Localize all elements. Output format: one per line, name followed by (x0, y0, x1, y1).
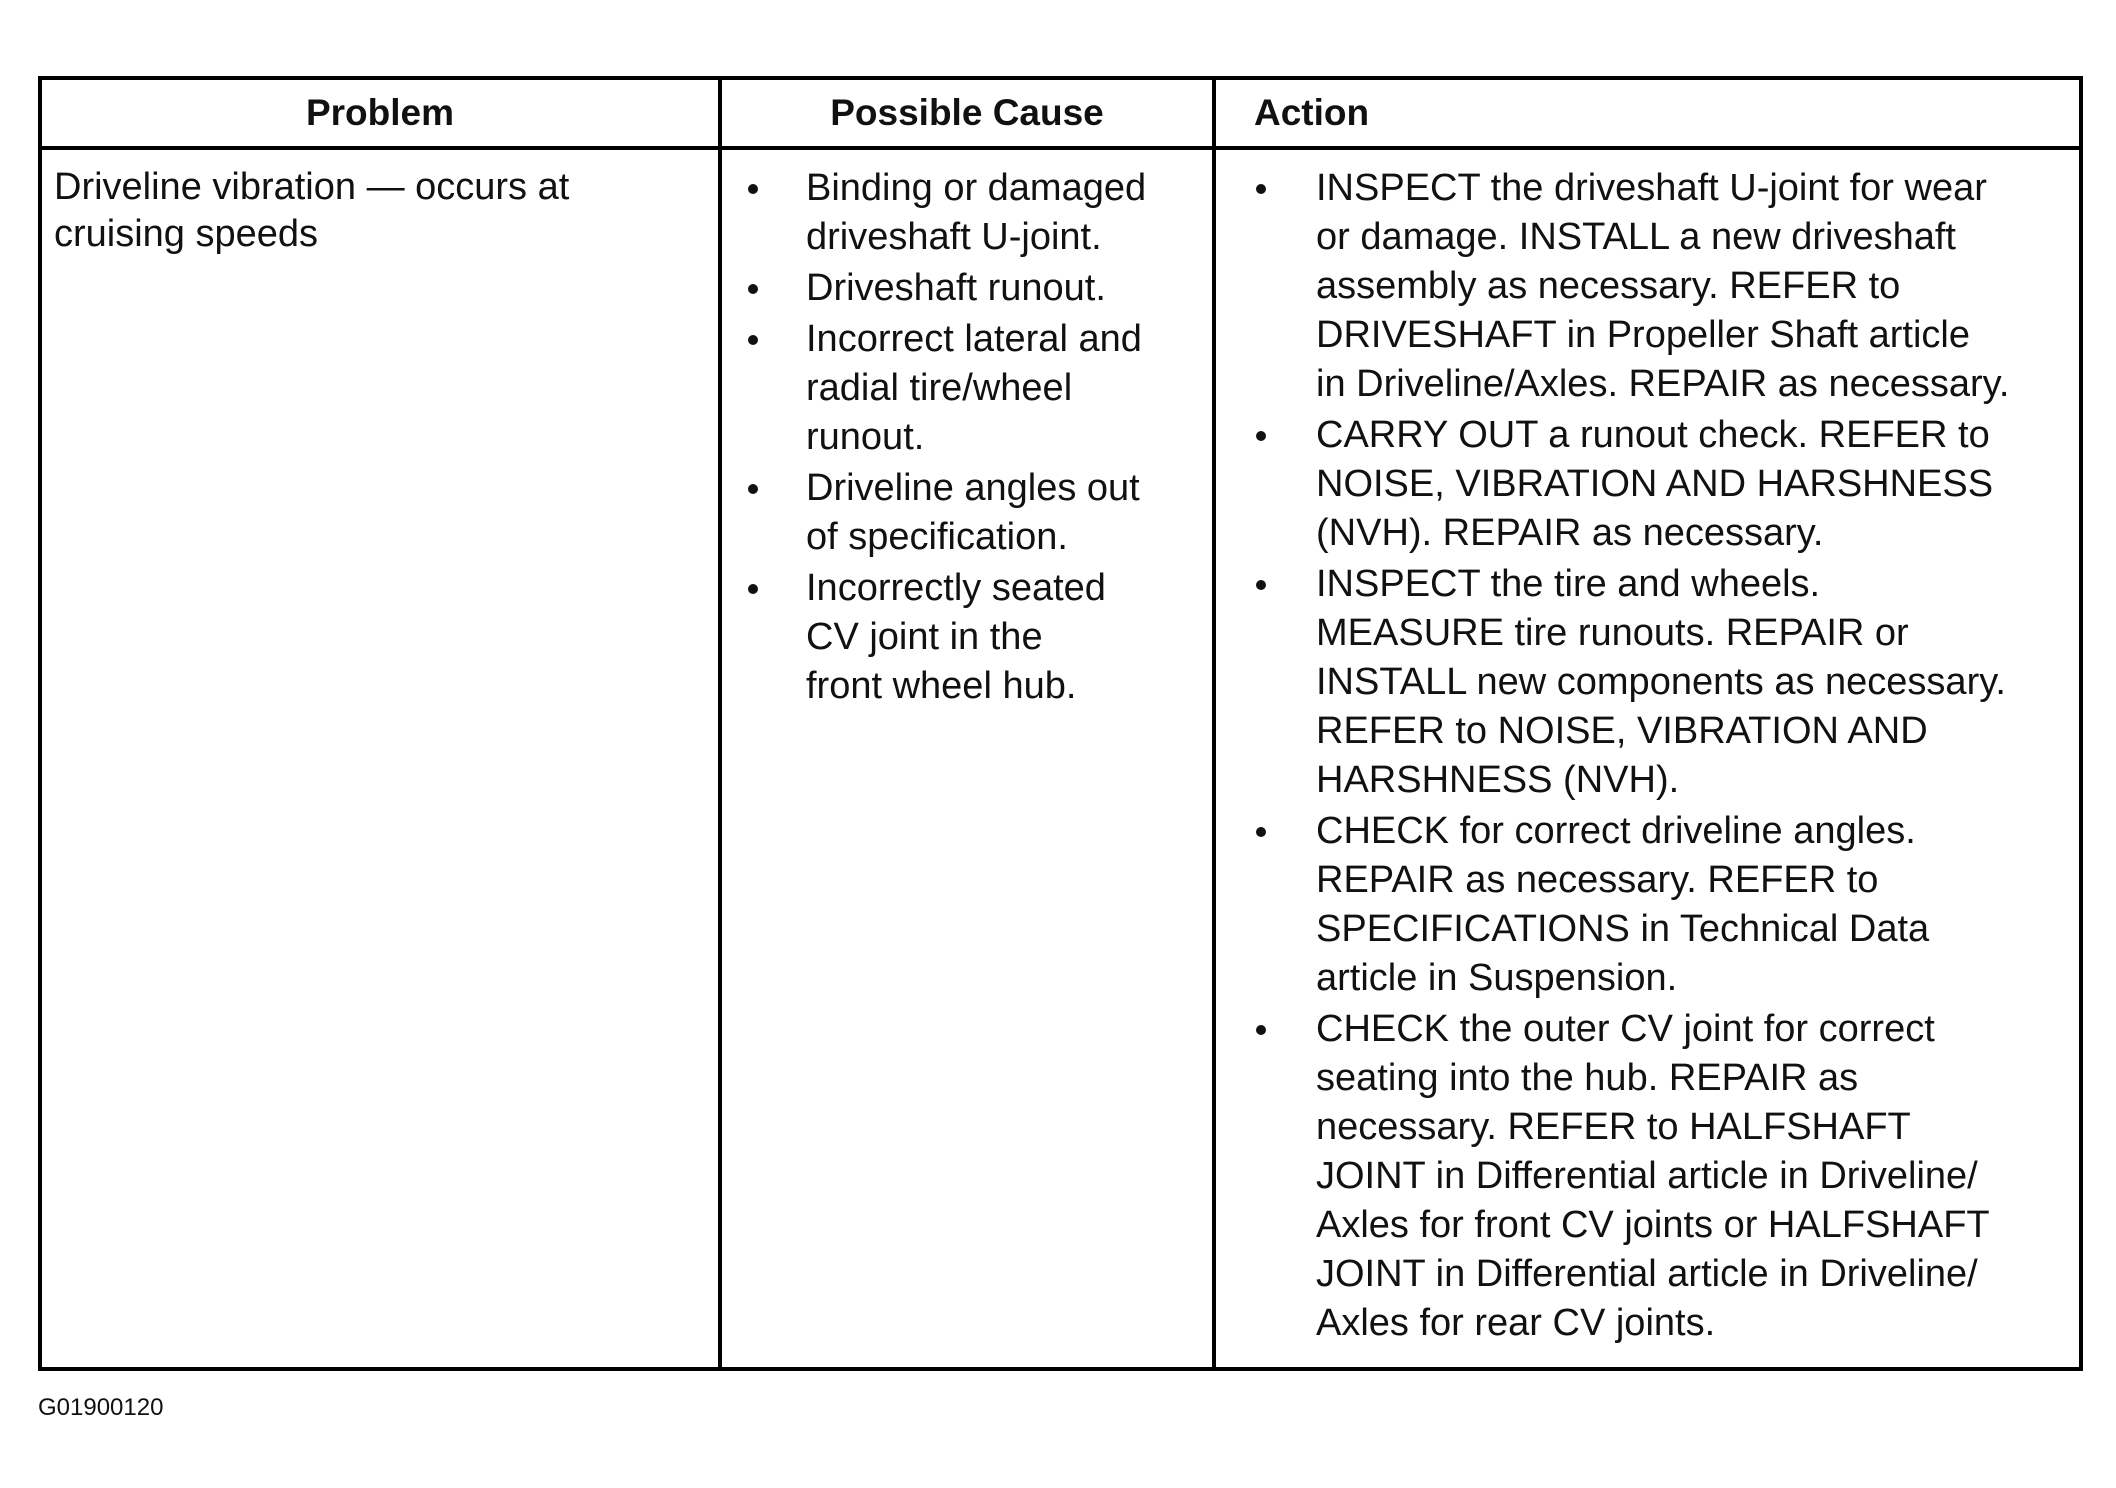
action-text: CARRY OUT a runout check. REFER to NOISE, VIBRATION AND HARSHNESS (NVH). REPAIR as necessary. (1316, 414, 1994, 554)
action-text: CHECK the outer CV joint for correct seating into the hub. REPAIR as necessary. REFER to HALFSHAFT JOINT in Differential article in Driveline/ Axles for front CV joints or HALFSHAFT JOINT in Differential article in Driveline/ Axles for rear CV joints. (1316, 1008, 1990, 1344)
action-item (1238, 164, 2116, 409)
cause-text: Binding or damaged driveshaft U-joint. (806, 167, 1147, 258)
bullet-icon (748, 584, 758, 594)
action-item (1238, 411, 2116, 558)
bullet-icon (748, 335, 758, 345)
header-divider (42, 146, 2079, 150)
bullet-icon (1256, 431, 1266, 441)
bullet-icon (748, 484, 758, 494)
action-text: CHECK for correct driveline angles. REPAIR as necessary. REFER to SPECIFICATIONS in Technical Data article in Suspension. (1316, 810, 1930, 999)
bullet-icon (1256, 184, 1266, 194)
action-item (1238, 560, 2116, 805)
header-action: Action (1254, 92, 1370, 133)
action-item (1238, 807, 2116, 1003)
diagnosis-table (38, 76, 2083, 1371)
bullet-icon (1256, 1025, 1266, 1035)
bullet-icon (748, 284, 758, 294)
cause-item (734, 464, 1214, 562)
action-text: INSPECT the driveshaft U-joint for wear or damage. INSTALL a new driveshaft assembly as necessary. REFER to DRIVESHAFT in Propeller Shaft article in Driveline/Axles. REPAIR as necessary. (1316, 167, 2010, 405)
cause-item (734, 164, 1214, 262)
cause-text: Driveshaft runout. (806, 267, 1106, 309)
action-text: INSPECT the tire and wheels. MEASURE tire runouts. REPAIR or INSTALL new components as necessary. REFER to NOISE, VIBRATION AND HARSHNESS (NVH). (1316, 563, 2006, 801)
column-divider-problem-cause (718, 80, 722, 1367)
bullet-icon (1256, 580, 1266, 590)
cause-text: Driveline angles out of specification. (806, 467, 1140, 558)
action-list (1238, 164, 2116, 1350)
cause-text: Incorrect lateral and radial tire/wheel runout. (806, 318, 1142, 458)
cause-item (734, 264, 1214, 313)
bullet-icon (1256, 827, 1266, 837)
action-item (1238, 1005, 2116, 1348)
figure-code: G01900120 (38, 1394, 164, 1421)
header-problem: Problem (305, 92, 455, 133)
cause-text: Incorrectly seated CV joint in the front wheel hub. (806, 567, 1106, 707)
cause-item (734, 315, 1214, 462)
cause-item (734, 564, 1214, 711)
bullet-icon (748, 184, 758, 194)
problem-cell: Driveline vibration — occurs at cruising speeds (54, 166, 570, 255)
possible-cause-list (734, 164, 1214, 713)
header-possible-cause: Possible Cause (830, 92, 1104, 133)
